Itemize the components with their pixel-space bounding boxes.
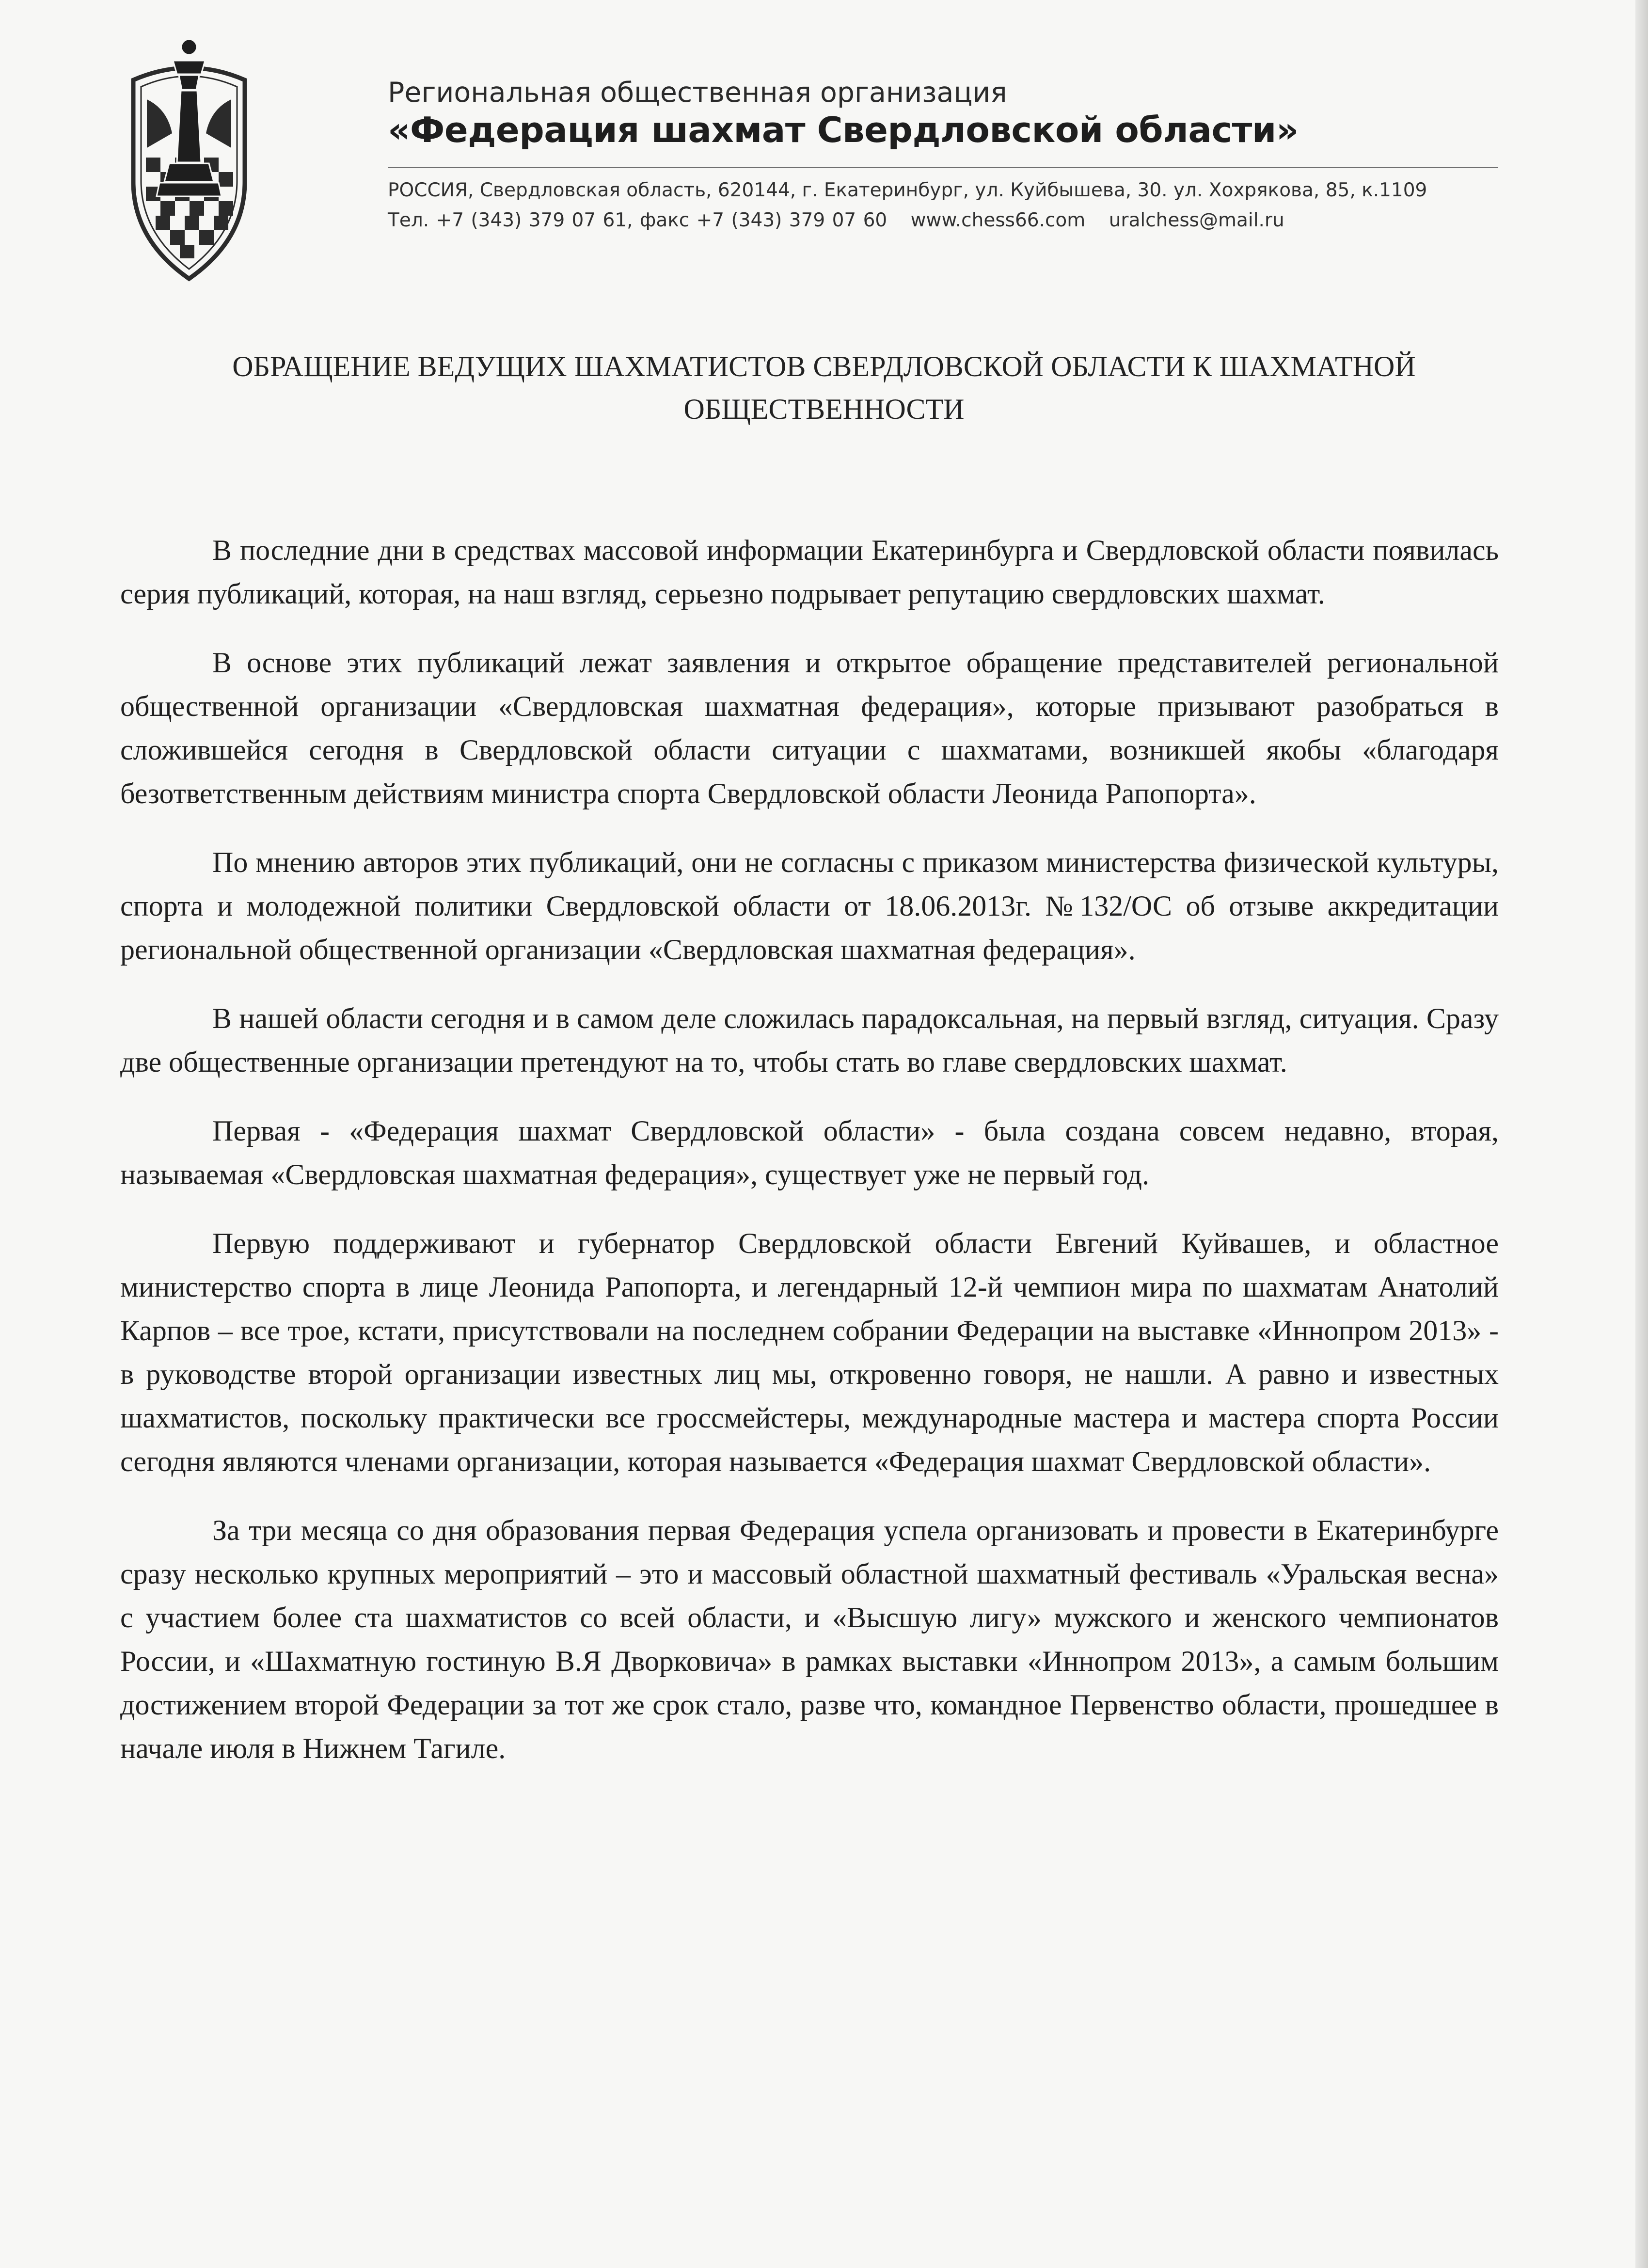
organization-contacts: [388, 209, 1284, 231]
page-edge-shadow: [1635, 0, 1648, 2268]
chess-king-shield-logo: [119, 36, 259, 284]
organization-name: «Федерация шахмат Свердловской области»: [388, 110, 1299, 150]
organization-type: Региональная общественная организация: [388, 77, 1007, 109]
document-body: [120, 528, 1499, 1795]
paragraph: За три месяца со дня образования первая Федерация успела организовать и провести в Екатеринбурге сразу несколько крупных мероприятий – это и массовый областной шахматный фестиваль «Уральская весна» с участием более ста шахматистов со всей области, и «Высшую лигу» мужского и женского чемпионатов России, и «Шахматную гостиную В.Я Дворковича» в рамках выставки «Иннопром 2013», а самым большим достижением второй Федерации за тот же срок стало, разве что, командное Первенство области, прошедшее в начале июля в Нижнем Тагиле.: [120, 1514, 1499, 1764]
paragraph: В нашей области сегодня и в самом деле сложилась парадоксальная, на первый взгляд, ситуация. Сразу две общественные организации претендуют на то, чтобы стать во главе свердловских шахмат.: [120, 1002, 1499, 1078]
paragraph: Первая - «Федерация шахмат Свердловской области» - была создана совсем недавно, вторая, называемая «Свердловская шахматная федерация», существует уже не первый год.: [120, 1115, 1499, 1190]
paragraph: По мнению авторов этих публикаций, они не согласны с приказом министерства физической культуры, спорта и молодежной политики Свердловской области от 18.06.2013г. №132/ОС об отзыве аккредитации региональной общественной организации «Свердловская шахматная федерация».: [120, 846, 1499, 966]
document-title-line-2: ОБЩЕСТВЕННОСТИ: [683, 393, 965, 425]
paragraph: В основе этих публикаций лежат заявления и открытое обращение представителей региональной общественной организации «Свердловская шахматная федерация», которые призывают разобраться в сложившейся сегодня в Свердловской области ситуации с шахматами, возникшей якобы «благодаря безответственным действиям министра спорта Свердловской области Леонида Рапопорта».: [120, 647, 1499, 809]
document-title-line-1: ОБРАЩЕНИЕ ВЕДУЩИХ ШАХМАТИСТОВ СВЕРДЛОВСКОЙ ОБЛАСТИ К ШАХМАТНОЙ: [232, 350, 1416, 382]
document-title: [121, 345, 1527, 430]
email-link[interactable]: uralchess@mail.ru: [1109, 209, 1284, 231]
organization-address: РОССИЯ, Свердловская область, 620144, г. Екатеринбург, ул. Куйбышева, 30. ул. Хохрякова, 85, к.1109: [388, 179, 1427, 201]
website-link[interactable]: www.chess66.com: [910, 209, 1086, 231]
paragraph: В последние дни в средствах массовой информации Екатеринбурга и Свердловской области появилась серия публикаций, которая, на наш взгляд, серьезно подрывает репутацию свердловских шахмат.: [120, 534, 1499, 610]
letterhead-divider: [388, 167, 1498, 168]
paragraph: Первую поддерживают и губернатор Свердловской области Евгений Куйвашев, и областное министерство спорта в лице Леонида Рапопорта, и легендарный 12-й чемпион мира по шахматам Анатолий Карпов – все трое, кстати, присутствовали на последнем собрании Федерации на выставке «Иннопром 2013» - в руководстве второй организации известных лиц мы, откровенно говоря, не нашли. А равно и известных шахматистов, поскольку практически все гроссмейстеры, международные мастера и мастера спорта России сегодня являются членами организации, которая называется «Федерация шахмат Свердловской области».: [120, 1227, 1499, 1477]
phone-fax: Тел. +7 (343) 379 07 61, факс +7 (343) 379 07 60: [388, 209, 887, 231]
